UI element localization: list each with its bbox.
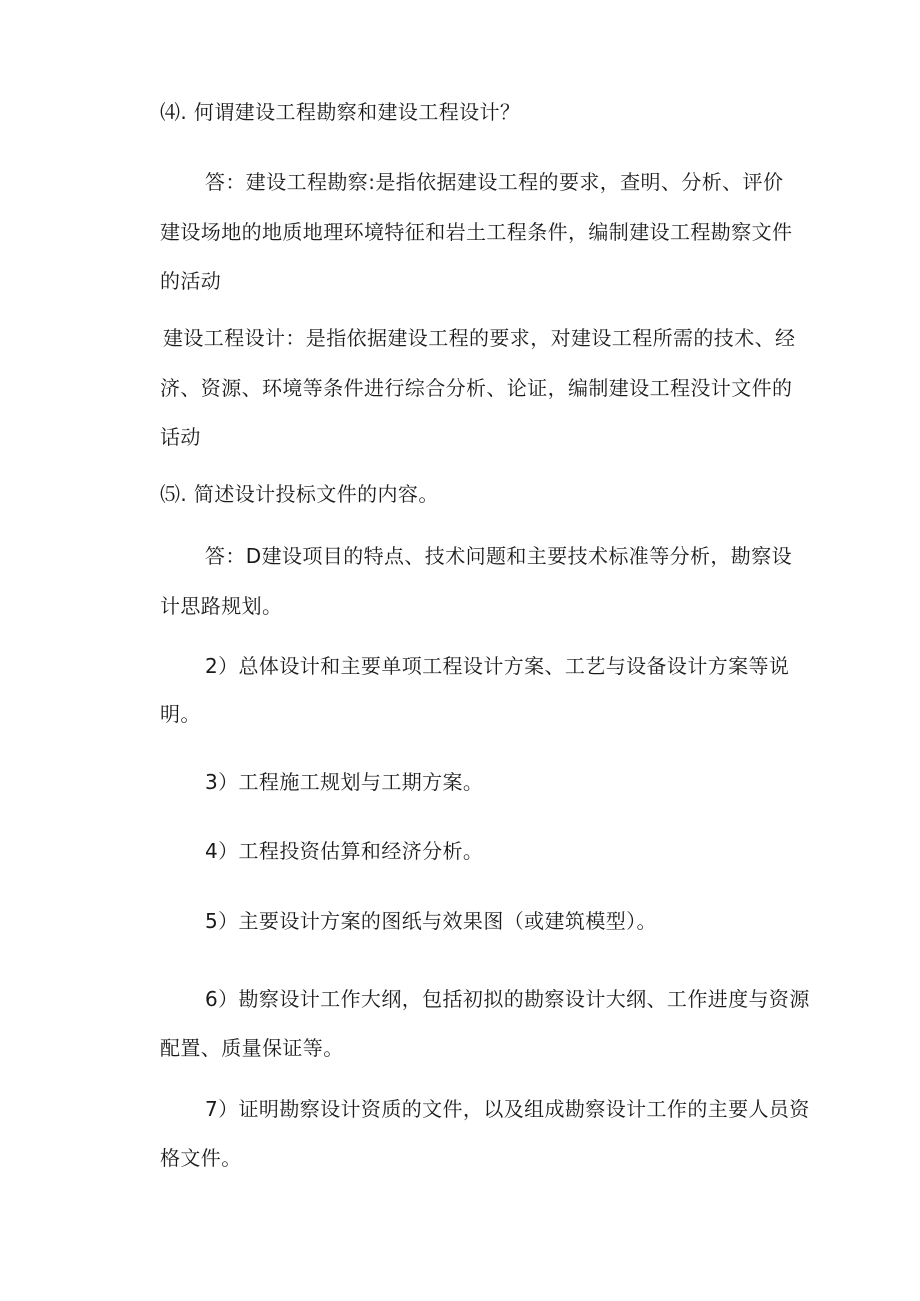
q5-item-2-line-1: 2）总体设计和主要单项工程设计方案、工艺与设备设计方案等说	[205, 654, 790, 678]
question-5-heading: ⑸. 简述设计投标文件的内容。	[160, 482, 439, 506]
q5-item-7-line-2: 格文件。	[160, 1146, 242, 1170]
q5-item-1-line-2: 计思路规划。	[160, 594, 283, 618]
q4-answer-design-line-1: 建设工程设计：是指依据建设工程的要求，对建设工程所需的技术、经	[163, 326, 796, 350]
q5-item-1-line-1: 答：D建设项目的特点、技术问题和主要技术标准等分析，勘察设	[205, 544, 792, 568]
q5-item-7-line-1: 7）证明勘察设计资质的文件，以及组成勘察设计工作的主要人员资	[205, 1097, 810, 1121]
q4-answer-design-line-3: 话动	[160, 425, 201, 449]
q5-item-2-line-2: 明。	[160, 702, 201, 726]
q4-answer-survey-line-1: 答：建设工程勘察:是指依据建设工程的要求，查明、分析、评价	[205, 170, 784, 194]
question-4-heading: ⑷. 何谓建设工程勘察和建设工程设计？	[160, 100, 521, 124]
q4-answer-design-line-2: 济、资源、环境等条件进行综合分析、论证，编制建设工程没计文件的	[160, 376, 793, 400]
q5-item-3: 3）工程施工规划与工期方案。	[205, 770, 484, 794]
q5-item-6-line-2: 配置、质量保证等。	[160, 1036, 344, 1060]
q5-item-4: 4）工程投资估算和经济分析。	[205, 839, 484, 863]
q5-item-5: 5）主要设计方案的图纸与效果图（或建筑模型）。	[205, 909, 657, 933]
q5-item-6-line-1: 6）勘察设计工作大纲，包括初拟的勘察设计大纲、工作进度与资源	[205, 987, 810, 1011]
q4-answer-survey-line-3: 的活动	[160, 269, 222, 293]
q4-answer-survey-line-2: 建设场地的地质地理环境特征和岩土工程条件，编制建设工程勘察文件	[160, 220, 793, 244]
